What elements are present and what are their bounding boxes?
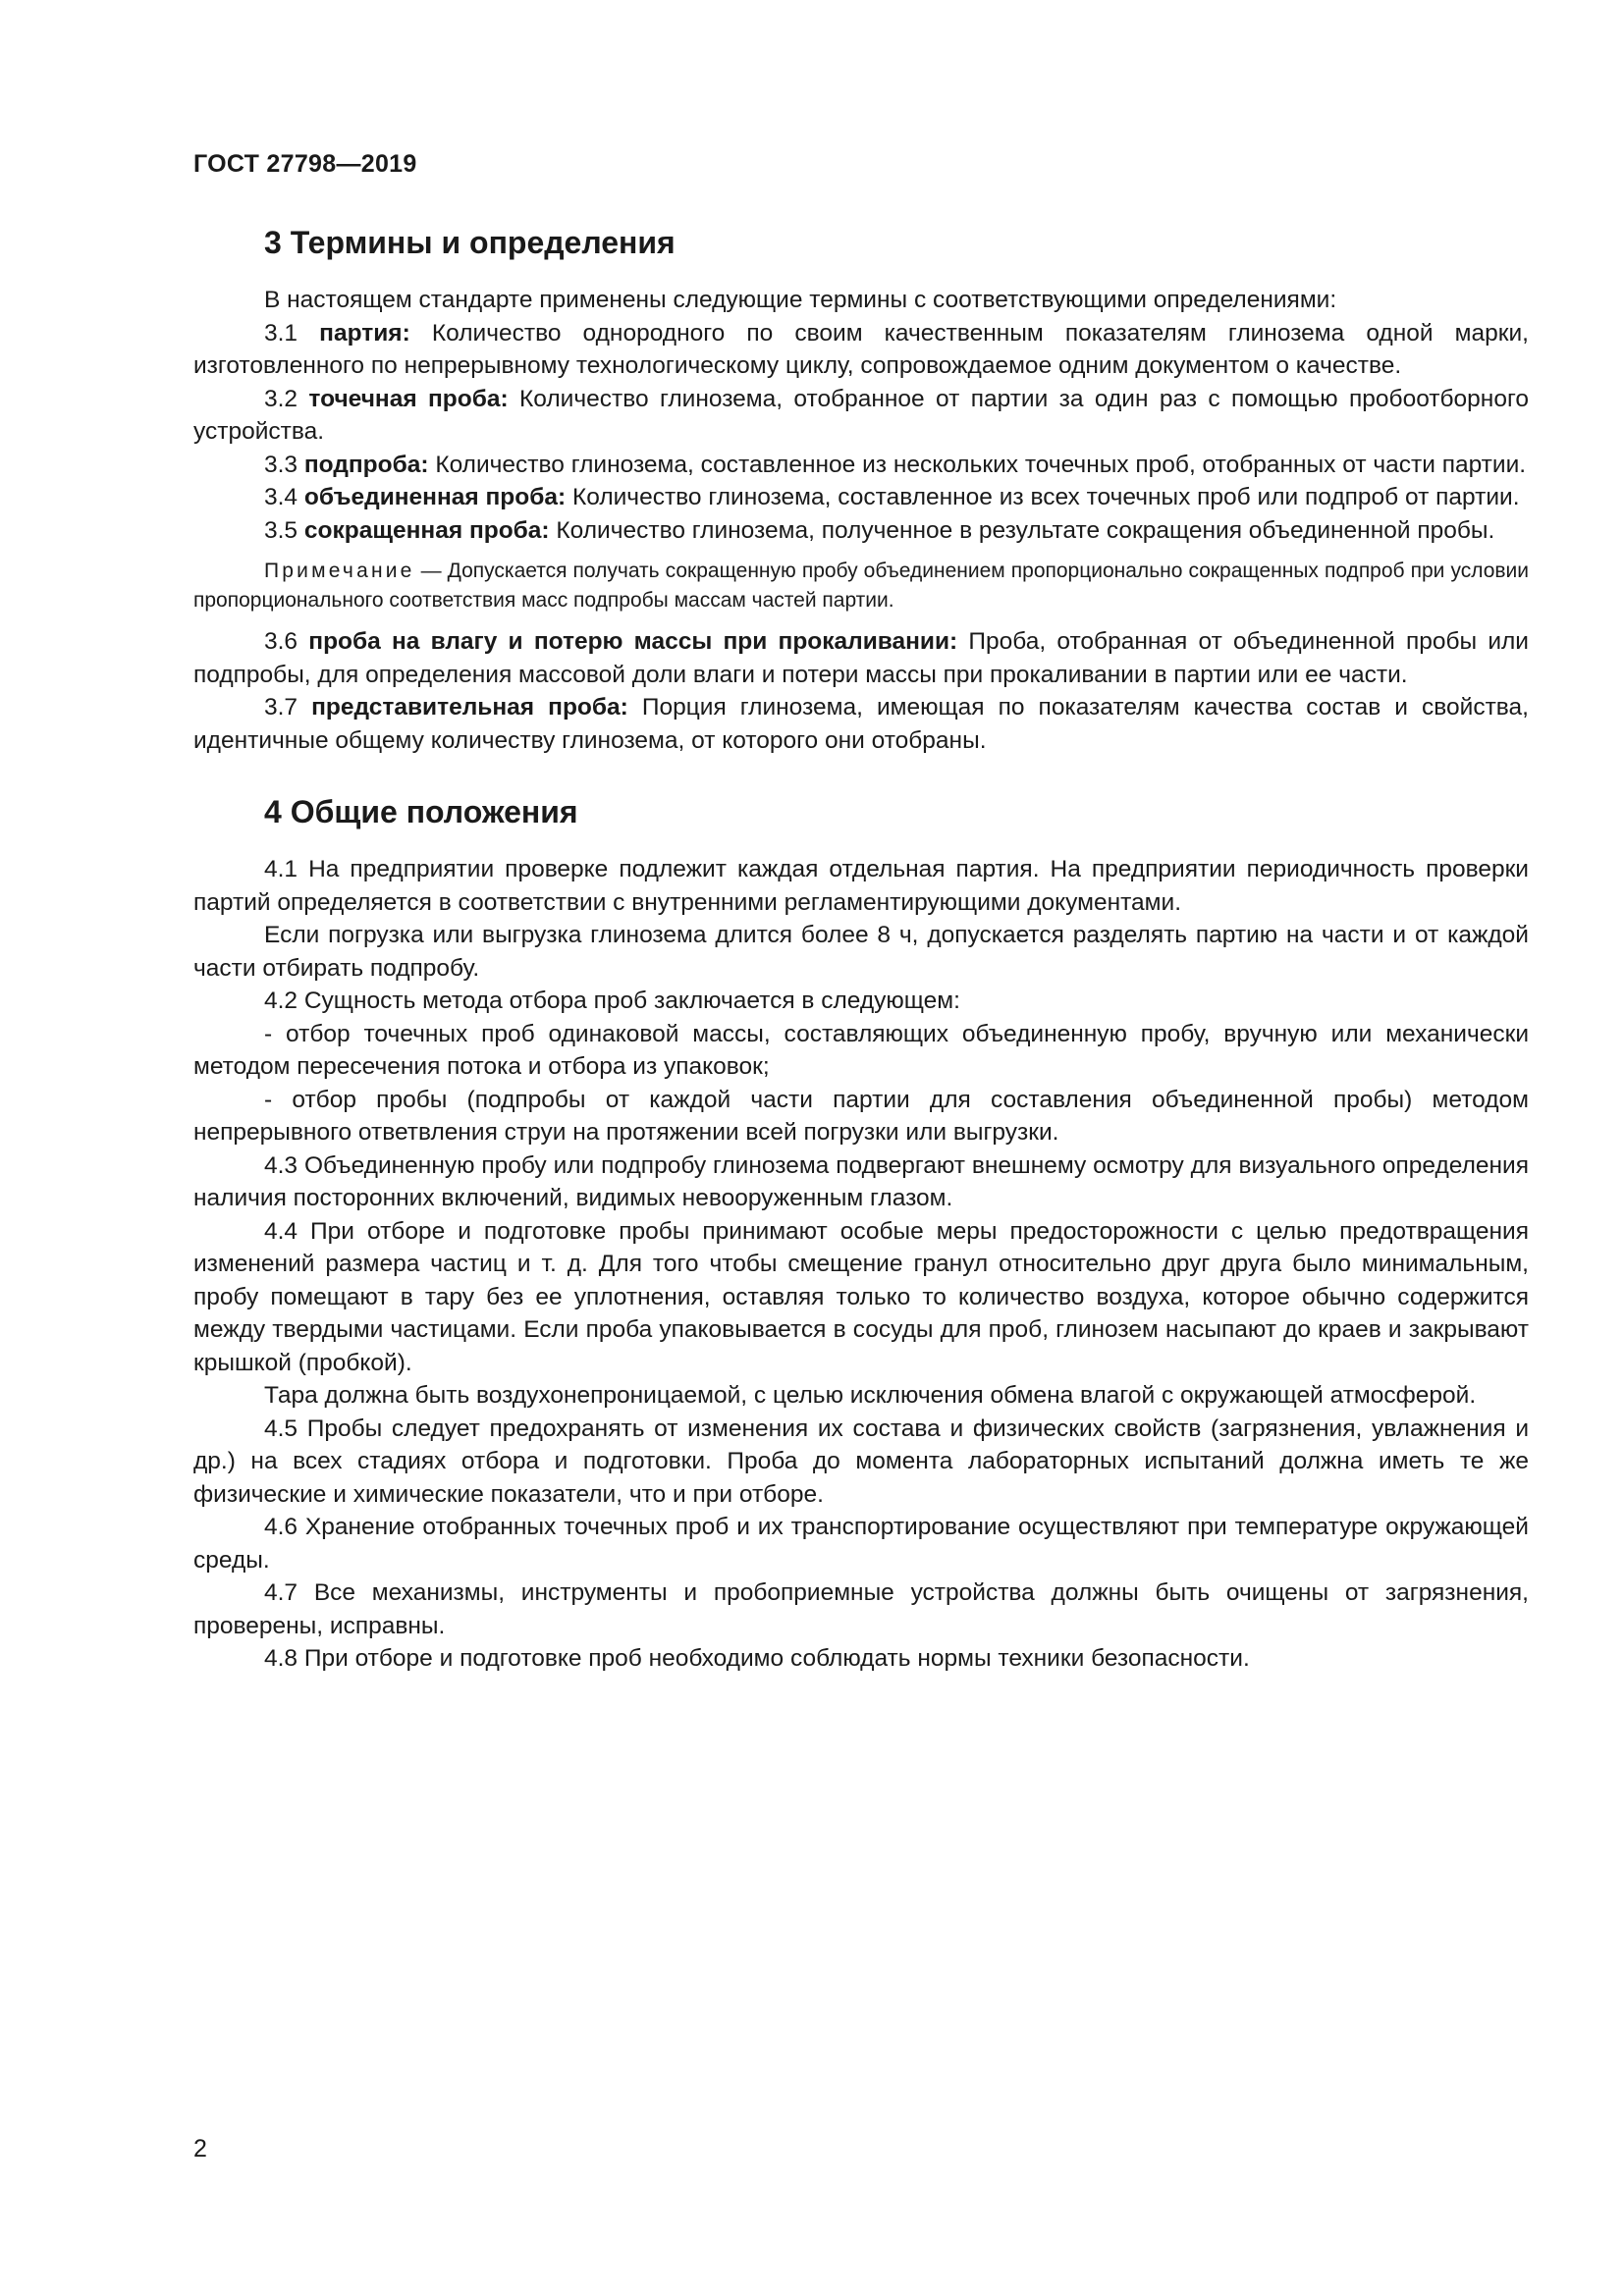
paragraph: 4.2 Сущность метода отбора проб заключается в следующем: [264,988,960,1014]
list-item: - отбор точечных проб одинаковой массы, составляющих объединенную пробу, вручную или механически методом пересечения потока и отбора из упаковок; [193,1020,1529,1080]
term-name: сокращенная проба: [303,516,550,544]
paragraph: 4.3 Объединенную пробу или подпробу глинозема подвергают внешнему осмотру для визуального определения наличия посторонних включений, видимых невооруженным глазом. [193,1151,1529,1211]
page-number: 2 [193,2135,207,2163]
section-3-title: 3 Термины и определения [264,225,676,260]
term-name: объединенная проба: [303,484,567,510]
term-3-2: 3.2 точечная проба: Количество глинозема, отобранное от партии за один раз с помощью пробоотборного устройства. [193,385,1529,445]
term-name: представительная проба: [311,694,628,721]
term-3-3: 3.3 подпроба: Количество глинозема, составленное из нескольких точечных проб, отобранных от части партии. [264,451,1527,478]
paragraph: 4.6 Хранение отобранных точечных проб и их транспортирование осуществляют при температуре окружающей среды. [193,1514,1529,1574]
term-name: подпроба: [303,451,429,478]
term-3-7: 3.7 представительная проба: Порция глинозема, имеющая по показателям качества состав и свойства, идентичные общему количеству глинозема, от которого они отобраны. [193,694,1529,754]
note [193,557,1529,615]
paragraph: 4.4 При отборе и подготовке пробы принимают особые меры предосторожности с целью предотвращения изменений размера частиц и т. д. Для того чтобы смещение гранул относительно друг друга было минимальным, пробу помещают в тару без ее уплотнения, оставляя только то количество воздуха, которое обычно содержится между твердыми частицами. Если проба упаковывается в сосуды для проб, глинозем насыпают до краев и закрывают крышкой (пробкой). [193,1217,1529,1376]
paragraph: 4.5 Пробы следует предохранять от изменения их состава и физических свойств (загрязнения, увлажнения и др.) на всех стадиях отбора и подготовки. Проба до момента лабораторных испытаний должна иметь те же физические и химические показатели, что и при отборе. [193,1415,1529,1508]
list-item: - отбор пробы (подпробы от каждой части партии для составления объединенной пробы) методом непрерывного ответвления струи на протяжении всей погрузки или выгрузки. [193,1086,1529,1146]
term-3-5: 3.5 сокращенная проба: Количество глинозема, полученное в результате сокращения объединенной пробы. [264,516,1495,544]
paragraph: Если погрузка или выгрузка глинозема длится более 8 ч, допускается разделять партию на части и от каждой части отбирать подпробу. [193,922,1529,982]
paragraph: 4.8 При отборе и подготовке проб необходимо соблюдать нормы техники безопасности. [264,1645,1250,1672]
note-label: Примечание [264,560,415,582]
paragraph: Тара должна быть воздухонепроницаемой, с целью исключения обмена влагой с окружающей атмосферой. [264,1382,1477,1409]
paragraph: 4.7 Все механизмы, инструменты и пробоприемные устройства должны быть очищены от загрязнения, проверены, исправны. [193,1579,1529,1639]
page-content [193,221,1529,1676]
section-4-title: 4 Общие положения [264,794,578,829]
term-3-4: 3.4 объединенная проба: Количество глинозема, составленное из всех точечных проб или подпроб от партии. [264,484,1520,510]
section-3-intro: В настоящем стандарте применены следующие термины с соответствующими определениями: [264,287,1337,313]
term-3-1: 3.1 партия: Количество однородного по своим качественным показателям глинозема одной марки, изготовленного по непрерывному технологическому циклу, сопровождаемое одним документом о качестве. [193,319,1529,379]
note-text: — Допускается получать сокращенную пробу объединением пропорционально сокращенных подпроб при условии пропорционального соответствия масс подпробы массам частей партии. [193,560,1529,612]
paragraph: 4.1 На предприятии проверке подлежит каждая отдельная партия. На предприятии периодичность проверки партий определяется в соответствии с внутренними регламентирующими документами. [193,856,1529,916]
term-name: точечная проба: [308,385,509,412]
document-header: ГОСТ 27798—2019 [193,150,417,178]
term-name: партия: [319,319,410,347]
term-3-6: 3.6 проба на влагу и потерю массы при прокаливании: Проба, отобранная от объединенной пробы или подпробы, для определения массовой доли влаги и потери массы при прокаливании в партии или ее части. [193,628,1529,688]
term-name: проба на влагу и потерю массы при прокаливании: [308,628,958,655]
